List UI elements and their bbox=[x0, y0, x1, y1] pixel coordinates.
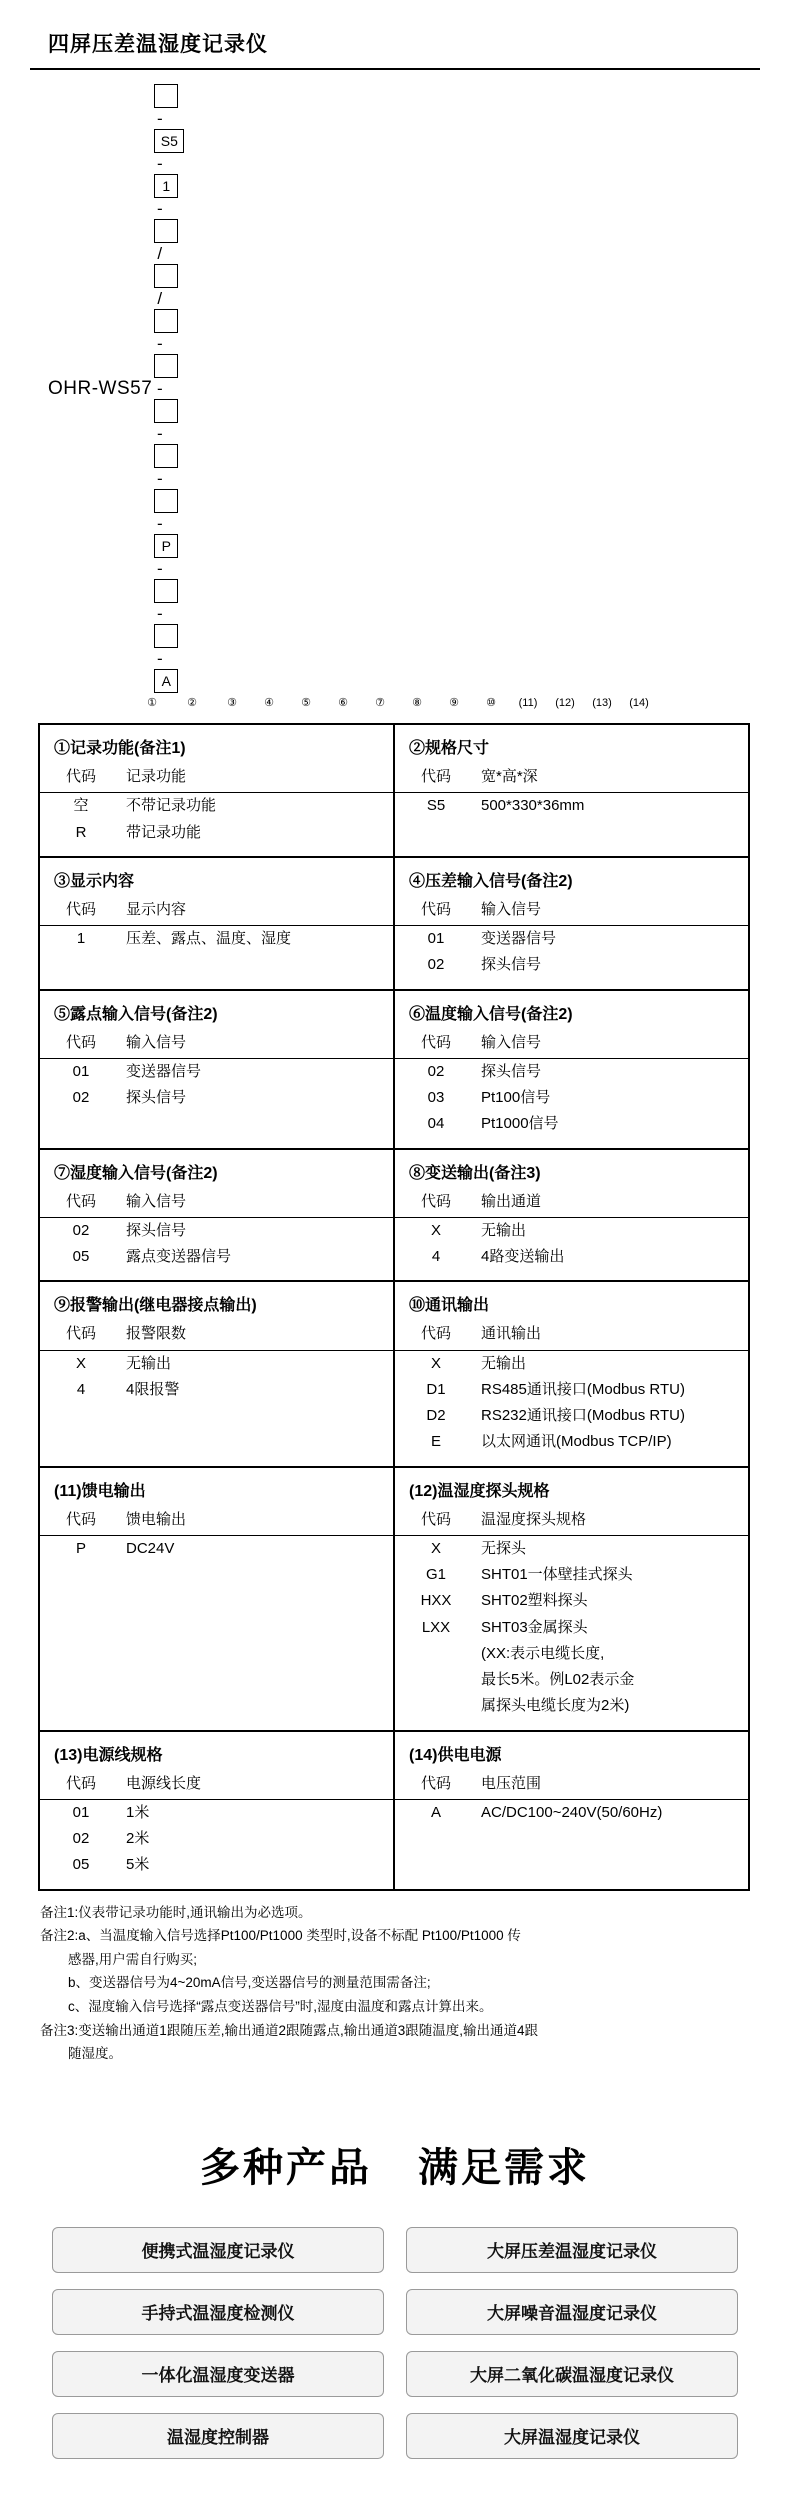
spec-block-title: ④压差输入信号(备注2) bbox=[409, 872, 573, 890]
spec-block-body bbox=[40, 725, 393, 856]
model-index-9: ⑨ bbox=[449, 697, 459, 709]
table-row bbox=[395, 1111, 748, 1137]
spec-block-header-row bbox=[395, 1030, 748, 1059]
model-code-box-14[interactable]: A bbox=[154, 669, 178, 693]
model-code-box-12[interactable] bbox=[154, 579, 178, 603]
spec-block-table bbox=[40, 764, 393, 846]
remark-line: 备注3:变送输出通道1跟随压差,输出通道2跟随露点,输出通道3跟随温度,输出通道4跟 bbox=[40, 2022, 539, 2038]
model-index-13: (13) bbox=[592, 697, 612, 709]
cell-code: 02 bbox=[427, 956, 445, 974]
cell-code: 02 bbox=[72, 1221, 90, 1239]
cell-code: LXX bbox=[421, 1618, 451, 1636]
promo-heading-right: 满足需求 bbox=[418, 2145, 590, 2190]
spec-block bbox=[39, 1149, 394, 1282]
column-header-desc: 输入信号 bbox=[118, 1189, 393, 1218]
spec-table-row bbox=[39, 1467, 749, 1731]
cell-code: 4 bbox=[431, 1248, 441, 1265]
promo-heading-left: 多种产品 bbox=[200, 2145, 372, 2190]
spec-block-table bbox=[40, 897, 393, 953]
spec-block-body bbox=[395, 1282, 748, 1465]
promo-product-grid bbox=[52, 2227, 738, 2459]
model-index-14: (14) bbox=[629, 697, 649, 709]
spec-block-title: (12)温湿度探头规格 bbox=[409, 1482, 550, 1500]
spec-block bbox=[394, 1731, 749, 1890]
spec-block-header-row bbox=[40, 1507, 393, 1536]
column-header-code: 代码 bbox=[40, 1507, 118, 1536]
spec-block-title: ①记录功能(备注1) bbox=[54, 740, 186, 757]
table-row bbox=[40, 1217, 393, 1244]
model-separator: / bbox=[157, 244, 163, 263]
cell-desc: 500*330*36mm bbox=[481, 797, 585, 815]
cell-code bbox=[395, 1693, 473, 1719]
remark-line: b、变送器信号为4~20mA信号,变送器信号的测量范围需备注; bbox=[68, 1975, 431, 1991]
cell-desc: AC/DC100~240V(50/60Hz) bbox=[481, 1803, 663, 1821]
column-header-code: 代码 bbox=[395, 1507, 473, 1536]
table-row bbox=[40, 926, 393, 953]
cell-code: X bbox=[430, 1354, 441, 1372]
cell-code: 02 bbox=[72, 1830, 90, 1847]
cell-code: 03 bbox=[427, 1089, 445, 1106]
spec-block bbox=[394, 1281, 749, 1466]
table-row bbox=[395, 1615, 748, 1641]
spec-block bbox=[39, 724, 394, 857]
cell-code: X bbox=[430, 1539, 441, 1557]
column-header-desc: 宽*高*深 bbox=[473, 764, 748, 793]
column-header-desc: 电源线长度 bbox=[118, 1771, 393, 1800]
cell-code: X bbox=[75, 1354, 86, 1372]
spec-block-body bbox=[40, 858, 393, 963]
cell-desc: Pt1000信号 bbox=[481, 1115, 559, 1133]
model-code-box-13[interactable] bbox=[154, 624, 178, 648]
model-prefix: OHR-WS57 bbox=[48, 377, 153, 399]
column-header-code: 代码 bbox=[40, 1321, 118, 1350]
model-index-12: (12) bbox=[555, 697, 575, 709]
spec-block-body bbox=[395, 1150, 748, 1281]
model-separator: - bbox=[156, 469, 163, 488]
model-index-8: ⑧ bbox=[412, 697, 422, 709]
spec-block-body bbox=[40, 1282, 393, 1413]
model-separator: - bbox=[156, 109, 163, 128]
model-code-box-6[interactable] bbox=[154, 309, 178, 333]
spec-block-table bbox=[395, 1507, 748, 1720]
cell-desc: RS485通讯接口(Modbus RTU) bbox=[481, 1380, 685, 1398]
model-index-2: ② bbox=[187, 697, 197, 709]
cell-code: 空 bbox=[73, 797, 89, 815]
column-header-code: 代码 bbox=[40, 1771, 118, 1800]
spec-block-body bbox=[40, 1732, 393, 1889]
cell-code: R bbox=[75, 823, 87, 841]
spec-block-body bbox=[40, 1468, 393, 1573]
table-row bbox=[395, 952, 748, 978]
column-header-desc: 输入信号 bbox=[473, 897, 748, 926]
spec-block-body bbox=[40, 991, 393, 1122]
cell-desc: Pt100信号 bbox=[481, 1089, 551, 1106]
table-row bbox=[395, 1403, 748, 1429]
model-index-1: ① bbox=[147, 697, 157, 709]
spec-block-header-row bbox=[40, 1771, 393, 1800]
column-header-desc: 显示内容 bbox=[118, 897, 393, 926]
column-header-code: 代码 bbox=[40, 1030, 118, 1059]
column-header-desc: 记录功能 bbox=[118, 764, 393, 793]
cell-code: 01 bbox=[427, 930, 445, 947]
model-segment-group bbox=[154, 84, 184, 693]
spec-block-table bbox=[40, 1030, 393, 1112]
model-separator: - bbox=[156, 649, 163, 668]
spec-block-body bbox=[395, 1732, 748, 1837]
spec-block-title: (13)电源线规格 bbox=[54, 1746, 163, 1764]
spec-block-title: ③显示内容 bbox=[54, 872, 135, 890]
model-index-7: ⑦ bbox=[375, 697, 385, 709]
promo-product-button[interactable]: 大屏二氧化碳温湿度记录仪 bbox=[406, 2351, 738, 2397]
table-row bbox=[40, 1244, 393, 1270]
cell-code: 01 bbox=[72, 1803, 90, 1821]
spec-block-header-row bbox=[395, 764, 748, 793]
cell-code bbox=[395, 1641, 473, 1667]
remark-line: 备注2:a、当温度输入信号选择Pt100/Pt1000 类型时,设备不标配 Pt100/Pt1000 传 bbox=[40, 1928, 521, 1944]
column-header-code: 代码 bbox=[395, 1189, 473, 1218]
remarks-section bbox=[40, 1901, 756, 2066]
spec-block bbox=[39, 1731, 394, 1890]
table-row bbox=[395, 1641, 748, 1667]
cell-desc: 无探头 bbox=[481, 1539, 527, 1557]
spec-table-row bbox=[39, 1149, 749, 1282]
spec-block-body bbox=[395, 858, 748, 989]
spec-block-title: ⑩通讯输出 bbox=[409, 1297, 490, 1315]
cell-code: G1 bbox=[425, 1566, 446, 1583]
column-header-code: 代码 bbox=[395, 1030, 473, 1059]
model-code-box-5[interactable] bbox=[154, 264, 178, 288]
page-title: 四屏压差温湿度记录仪 bbox=[48, 33, 268, 56]
column-header-desc: 输入信号 bbox=[473, 1030, 748, 1059]
spec-block-title: ⑦湿度输入信号(备注2) bbox=[54, 1164, 218, 1182]
table-row bbox=[40, 1852, 393, 1878]
model-index-10: ⑩ bbox=[486, 697, 496, 709]
column-header-code: 代码 bbox=[395, 1771, 473, 1800]
cell-code: 05 bbox=[72, 1248, 90, 1265]
cell-desc: 不带记录功能 bbox=[126, 797, 217, 815]
spec-block-header-row bbox=[395, 1321, 748, 1350]
cell-desc: 探头信号 bbox=[126, 1089, 187, 1106]
table-row bbox=[395, 1377, 748, 1403]
model-code-box-8[interactable] bbox=[154, 399, 178, 423]
spec-block bbox=[39, 990, 394, 1149]
spec-block bbox=[394, 1467, 749, 1731]
spec-table-row bbox=[39, 857, 749, 990]
cell-desc: 4限报警 bbox=[126, 1380, 180, 1398]
cell-code: HXX bbox=[420, 1592, 452, 1610]
table-row bbox=[395, 1217, 748, 1244]
spec-block bbox=[39, 1281, 394, 1466]
cell-code: 4 bbox=[76, 1380, 86, 1398]
remark-line: 备注1:仪表带记录功能时,通讯输出为必选项。 bbox=[40, 1904, 312, 1920]
cell-desc: 最长5米。例L02表示金 bbox=[481, 1671, 635, 1688]
column-header-code: 代码 bbox=[40, 1189, 118, 1218]
model-index-group bbox=[140, 696, 653, 709]
cell-code: 1 bbox=[76, 930, 86, 947]
model-index-6: ⑥ bbox=[338, 697, 348, 709]
cell-code: P bbox=[75, 1539, 86, 1557]
model-separator: - bbox=[156, 424, 163, 443]
spec-block-table bbox=[40, 1771, 393, 1879]
model-code-box-9[interactable] bbox=[154, 444, 178, 468]
spec-block-title: ⑥温度输入信号(备注2) bbox=[409, 1005, 573, 1023]
model-separator: / bbox=[157, 289, 163, 308]
promo-product-button[interactable]: 大屏压差温湿度记录仪 bbox=[406, 2227, 738, 2273]
promo-product-button[interactable]: 便携式温湿度记录仪 bbox=[52, 2227, 384, 2273]
cell-desc: 5米 bbox=[126, 1856, 150, 1874]
promo-product-button[interactable]: 手持式温湿度检测仪 bbox=[52, 2289, 384, 2335]
spec-block-header-row bbox=[395, 1771, 748, 1800]
table-row bbox=[395, 1693, 748, 1719]
table-row bbox=[395, 1562, 748, 1588]
model-code-box-7[interactable] bbox=[154, 354, 178, 378]
cell-code: E bbox=[430, 1433, 441, 1451]
spec-block bbox=[394, 990, 749, 1149]
cell-code: 02 bbox=[72, 1089, 90, 1106]
spec-block-header-row bbox=[395, 1189, 748, 1218]
table-row bbox=[395, 1244, 748, 1270]
cell-desc: 以太网通讯(Modbus TCP/IP) bbox=[481, 1433, 672, 1451]
remark-line: 感器,用户需自行购买; bbox=[68, 1951, 198, 1967]
spec-block-header-row bbox=[40, 1030, 393, 1059]
spec-block-header-row bbox=[40, 897, 393, 926]
spec-block-body bbox=[395, 1468, 748, 1730]
cell-desc: SHT01一体壁挂式探头 bbox=[481, 1566, 633, 1583]
table-row bbox=[40, 1799, 393, 1826]
cell-desc: 探头信号 bbox=[481, 1062, 542, 1080]
table-row bbox=[395, 1535, 748, 1562]
promo-product-button[interactable]: 大屏温湿度记录仪 bbox=[406, 2413, 738, 2459]
model-index-3: ③ bbox=[227, 697, 237, 709]
model-index-4: ④ bbox=[264, 697, 274, 709]
spec-block bbox=[394, 1149, 749, 1282]
column-header-code: 代码 bbox=[40, 764, 118, 793]
cell-code: 02 bbox=[427, 1062, 445, 1080]
cell-code: D2 bbox=[426, 1407, 446, 1424]
spec-block bbox=[39, 857, 394, 990]
cell-desc: 变送器信号 bbox=[126, 1062, 202, 1080]
model-index-5: ⑤ bbox=[301, 697, 311, 709]
spec-block-table bbox=[395, 1771, 748, 1827]
spec-block bbox=[394, 724, 749, 857]
spec-block-table bbox=[40, 1507, 393, 1563]
promo-product-button[interactable]: 一体化温湿度变送器 bbox=[52, 2351, 384, 2397]
table-row bbox=[395, 1085, 748, 1111]
model-index-row bbox=[48, 696, 760, 709]
column-header-code: 代码 bbox=[395, 764, 473, 793]
spec-block bbox=[394, 857, 749, 990]
spec-block-title: ⑤露点输入信号(备注2) bbox=[54, 1005, 218, 1023]
table-row bbox=[40, 820, 393, 846]
table-row bbox=[40, 1058, 393, 1085]
spec-block-table bbox=[395, 1030, 748, 1138]
column-header-desc: 输出通道 bbox=[473, 1189, 748, 1218]
model-code-box-4[interactable] bbox=[154, 219, 178, 243]
model-separator: - bbox=[156, 334, 163, 353]
cell-desc: 2米 bbox=[126, 1830, 150, 1847]
table-row bbox=[40, 1377, 393, 1403]
cell-code: S5 bbox=[426, 797, 446, 815]
cell-code: 01 bbox=[72, 1062, 90, 1080]
model-code-box-2[interactable]: S5 bbox=[154, 129, 184, 153]
table-row bbox=[40, 793, 393, 820]
model-separator: - bbox=[156, 199, 163, 218]
spec-block-body bbox=[395, 991, 748, 1148]
spec-block-title: ⑧变送输出(备注3) bbox=[409, 1164, 541, 1182]
cell-desc: 无输出 bbox=[481, 1221, 527, 1239]
cell-desc: DC24V bbox=[126, 1539, 175, 1557]
model-code-box-10[interactable] bbox=[154, 489, 178, 513]
promo-product-button[interactable]: 大屏噪音温湿度记录仪 bbox=[406, 2289, 738, 2335]
spec-table-row bbox=[39, 724, 749, 857]
model-index-11: (11) bbox=[518, 697, 538, 709]
spec-table-row bbox=[39, 1731, 749, 1890]
column-header-code: 代码 bbox=[395, 1321, 473, 1350]
spec-table-row bbox=[39, 1281, 749, 1466]
table-row bbox=[395, 1667, 748, 1693]
column-header-code: 代码 bbox=[40, 897, 118, 926]
spec-table bbox=[38, 723, 750, 1891]
spec-block-table bbox=[40, 1321, 393, 1403]
cell-desc: 压差、露点、温度、湿度 bbox=[126, 930, 292, 947]
spec-block-header-row bbox=[40, 1321, 393, 1350]
spec-block-title: (11)馈电输出 bbox=[54, 1482, 146, 1500]
cell-code bbox=[395, 1667, 473, 1693]
cell-desc: SHT02塑料探头 bbox=[481, 1592, 588, 1610]
remark-line: c、湿度输入信号选择“露点变送器信号”时,湿度由温度和露点计算出来。 bbox=[68, 1999, 493, 2014]
spec-block-header-row bbox=[40, 764, 393, 793]
model-code-box-3[interactable]: 1 bbox=[154, 174, 178, 198]
cell-code: D1 bbox=[426, 1380, 446, 1398]
remark-line: 随湿度。 bbox=[68, 2046, 122, 2062]
table-row bbox=[395, 1588, 748, 1614]
spec-block-title: (14)供电电源 bbox=[409, 1746, 502, 1764]
spec-block-body bbox=[395, 725, 748, 830]
cell-desc: 属探头电缆长度为2米) bbox=[481, 1697, 630, 1715]
column-header-desc: 输入信号 bbox=[118, 1030, 393, 1059]
cell-desc: 探头信号 bbox=[481, 956, 542, 974]
cell-desc: 无输出 bbox=[481, 1354, 527, 1372]
spec-block-title: ②规格尺寸 bbox=[409, 740, 490, 757]
table-row bbox=[395, 926, 748, 953]
cell-code: A bbox=[430, 1803, 441, 1821]
spec-block-table bbox=[395, 1189, 748, 1271]
column-header-code: 代码 bbox=[395, 897, 473, 926]
cell-desc: SHT03金属探头 bbox=[481, 1618, 588, 1636]
table-row bbox=[40, 1826, 393, 1852]
promo-section bbox=[30, 2136, 760, 2459]
column-header-desc: 报警限数 bbox=[118, 1321, 393, 1350]
cell-desc: 露点变送器信号 bbox=[126, 1248, 232, 1265]
table-row bbox=[395, 1350, 748, 1377]
spec-block-table bbox=[395, 1321, 748, 1455]
cell-desc: 1米 bbox=[126, 1803, 150, 1821]
model-code-box-11[interactable]: P bbox=[154, 534, 178, 558]
promo-headings bbox=[30, 2136, 760, 2193]
cell-code: 05 bbox=[72, 1856, 90, 1874]
spec-block-body bbox=[40, 1150, 393, 1281]
cell-desc: (XX:表示电缆长度, bbox=[481, 1644, 605, 1662]
table-row bbox=[395, 793, 748, 820]
model-separator: - bbox=[156, 559, 163, 578]
table-row bbox=[395, 1058, 748, 1085]
cell-desc: 带记录功能 bbox=[126, 823, 202, 841]
table-row bbox=[40, 1085, 393, 1111]
model-separator: - bbox=[156, 379, 163, 398]
column-header-desc: 电压范围 bbox=[473, 1771, 748, 1800]
column-header-desc: 通讯输出 bbox=[473, 1321, 748, 1350]
spec-block-header-row bbox=[395, 897, 748, 926]
cell-desc: 4路变送输出 bbox=[481, 1248, 565, 1265]
column-header-desc: 温湿度探头规格 bbox=[473, 1507, 748, 1536]
cell-desc: RS232通讯接口(Modbus RTU) bbox=[481, 1407, 685, 1424]
model-separator: - bbox=[156, 514, 163, 533]
spec-block-header-row bbox=[395, 1507, 748, 1536]
title-divider bbox=[30, 68, 760, 70]
cell-desc: 探头信号 bbox=[126, 1221, 187, 1239]
model-separator: - bbox=[156, 154, 163, 173]
table-row bbox=[395, 1429, 748, 1455]
cell-code: 04 bbox=[427, 1115, 445, 1133]
spec-block bbox=[39, 1467, 394, 1731]
model-code-line bbox=[48, 84, 760, 693]
table-row bbox=[40, 1535, 393, 1562]
spec-block-header-row bbox=[40, 1189, 393, 1218]
model-code-box-1[interactable] bbox=[154, 84, 178, 108]
table-row bbox=[395, 1799, 748, 1826]
spec-block-table bbox=[40, 1189, 393, 1271]
spec-block-table bbox=[395, 764, 748, 820]
model-separator: - bbox=[156, 604, 163, 623]
promo-product-button[interactable]: 温湿度控制器 bbox=[52, 2413, 384, 2459]
cell-desc: 无输出 bbox=[126, 1354, 172, 1372]
spec-block-table bbox=[395, 897, 748, 979]
column-header-desc: 馈电输出 bbox=[118, 1507, 393, 1536]
cell-code: X bbox=[430, 1221, 441, 1239]
spec-block-title: ⑨报警输出(继电器接点输出) bbox=[54, 1297, 257, 1315]
cell-desc: 变送器信号 bbox=[481, 930, 557, 947]
table-row bbox=[40, 1350, 393, 1377]
spec-table-row bbox=[39, 990, 749, 1149]
